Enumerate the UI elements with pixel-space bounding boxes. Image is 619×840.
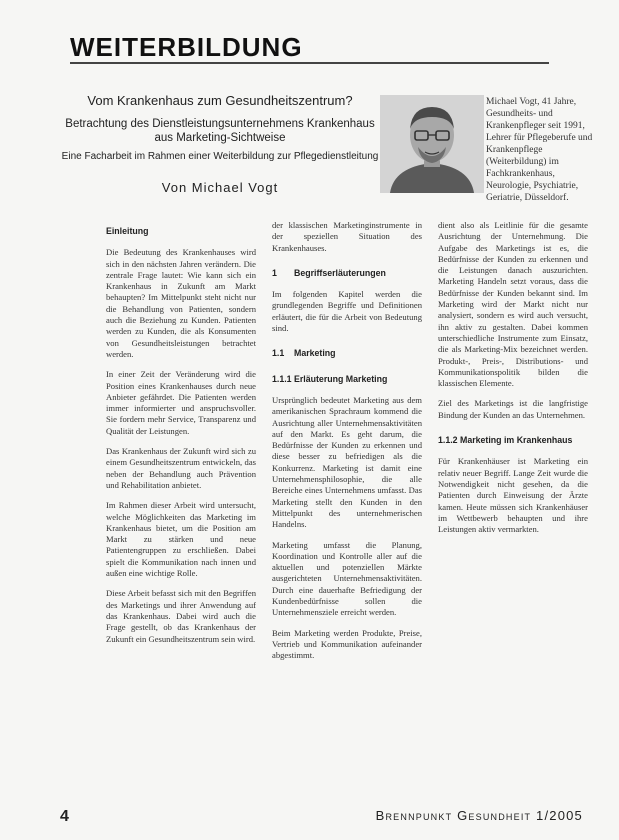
section-heading-text: Begriffserläuterungen — [294, 267, 386, 278]
paragraph: In einer Zeit der Veränderung wird die Position eines Krankenhauses durch neue Anbieter gefährdet. Die Patienten werden immer informierter und anspruchsvoller. Sie fordern mehr Service, Transparenz und Qualität der Leistungen. — [106, 369, 256, 436]
page-number: 4 — [60, 808, 69, 825]
journal-name: Brennpunkt Gesundheit 1/2005 — [375, 808, 583, 823]
article-subtitle: Betrachtung des Dienstleistungsunternehmens Krankenhaus aus Marketing-Sichtweise — [65, 118, 375, 144]
paragraph: Beim Marketing werden Produkte, Preise, Vertrieb und Kommunikation aufeinander abgestimmt. — [272, 627, 422, 661]
section-heading-text: Einleitung — [106, 226, 149, 236]
article-title: Vom Krankenhaus zum Gesundheitszentrum? — [87, 93, 353, 108]
paragraph: Für Krankenhäuser ist Marketing ein relativ neuer Begriff. Lange Zeit wurde die Notwendigkeit nicht gesehen, da die Patienten durch Einweisung der Ärzte kamen. Heute müssen sich Krankenhäuser im Wettbewerb behaupten und ihre Leistungen aktiv vermarkten. — [438, 456, 588, 535]
article-author: Von Michael Vogt — [161, 180, 279, 195]
section-heading — [272, 374, 422, 385]
paragraph: Marketing umfasst die Planung, Koordination und Kontrolle aller auf die aktuellen und potenziellen Märkte ausgerichteten Unternehmensaktivitäten. Durch eine dauerhafte Befriedigung der Kundenbedürfnisse sollen die Unternehmensziele erreicht werden. — [272, 539, 422, 618]
paragraph: Ursprünglich bedeutet Marketing aus dem amerikanischen Sprachraum kommend die Ausrichtung aller Unternehmensaktivitäten auf den Markt. Es geht darum, die Bedürfnisse der Kunden zu erkennen und diese besser zu befriedigen als die Konkurrenz. Marketing ist damit eine Unternehmensphilosophie, die alle Bereiche eines Unternehmens umfasst. Das Marketing stellt den Kunden in den Mittelpunkt des unternehmerischen Handelns. — [272, 394, 422, 530]
section-number: 1 — [272, 267, 277, 278]
section-heading-text: Erläuterung Marketing — [294, 373, 388, 384]
paragraph: Das Krankenhaus der Zukunft wird sich zu einem Gesundheitszentrum entwickeln, das neben der Behandlung auch Prävention und Rehabilitation anbietet. — [106, 446, 256, 490]
section-number: 1.1.1 — [272, 373, 292, 384]
text-column-1 — [106, 220, 256, 654]
paragraph: Ziel des Marketings ist die langfristige Bindung der Kunden an das Unternehmen. — [438, 398, 588, 420]
paragraph: dient also als Leitlinie für die gesamte Ausrichtung der Unternehmung. Die Aufgabe des Marketings ist es, die Bedürfnisse der Kunden zu erkennen und die Leistungen danach auszurichten. Marketing Handeln setzt voraus, dass die Bedürfnisse der Kunden bekannt sind. Im Marketing wird der Markt nicht nur analysiert, sondern es wird auch versucht, ihn aktiv zu gestalten. Dabei kommen unterschiedliche Instrumente zum Einsatz, die als Marketing-Mix bezeichnet werden. Produkt-, Preis-, Distributions- und Kommunikationspolitik bilden die klassischen Elemente. — [438, 220, 588, 389]
paragraph: Im folgenden Kapitel werden die grundlegenden Begriffe und Definitionen erläutert, die für die Arbeit von Bedeutung sind. — [272, 289, 422, 334]
author-photo — [380, 95, 484, 193]
article-description: Eine Facharbeit im Rahmen einer Weiterbildung zur Pflegedienstleitung — [61, 151, 379, 162]
section-number: 1.1 — [272, 348, 285, 359]
section-rule — [70, 62, 549, 64]
section-heading-text: Marketing im Krankenhaus — [460, 435, 573, 446]
text-column-3 — [438, 220, 588, 544]
section-heading — [106, 226, 256, 237]
paragraph: Diese Arbeit befasst sich mit den Begriffen des Marketings und ihrer Anwendung auf das Krankenhaus. Dabei wird auch die Frage gestellt, ob das Krankenhaus der Zukunft ein Gesundheitszentrum sein wird. — [106, 588, 256, 644]
author-bio: Michael Vogt, 41 Jahre, Gesundheits- und Krankenpfleger seit 1991, Lehrer für Pflegeberufe und Krankenpflege (Weiterbildung) im Fachkrankenhaus, Neurologie, Psychiatrie, Geriatrie, Düsseldorf. — [486, 97, 593, 203]
section-heading-text: Marketing — [294, 348, 336, 359]
section-heading — [438, 435, 588, 446]
text-column-2 — [272, 220, 422, 671]
paragraph: Die Bedeutung des Krankenhauses wird sich in den nächsten Jahren verändern. Die zentrale Frage lautet: Wie kann sich ein Krankenhaus in Zukunft am Markt behaupten? Im Mittelpunkt steht nicht nur die Behandlung von Patienten, sondern auch die Beziehung zu Kunden. Patienten werden zu Kunden, die als Konsumenten von Gesundheitsleistungen betrachtet werden. — [106, 247, 256, 359]
paragraph: der klassischen Marketinginstrumente in der speziellen Situation des Krankenhauses. — [272, 220, 422, 253]
section-title: WEITERBILDUNG — [70, 32, 303, 62]
section-number: 1.1.2 — [438, 435, 458, 446]
paragraph: Im Rahmen dieser Arbeit wird untersucht, welche Möglichkeiten das Marketing im Krankenhaus bietet, um die Position am Markt zu stärken und neue Patientengruppen zu erschließen. Dabei spielt die Kommunikation nach innen und außen eine wichtige Rolle. — [106, 500, 256, 579]
section-heading — [272, 348, 422, 359]
section-heading — [272, 268, 422, 279]
